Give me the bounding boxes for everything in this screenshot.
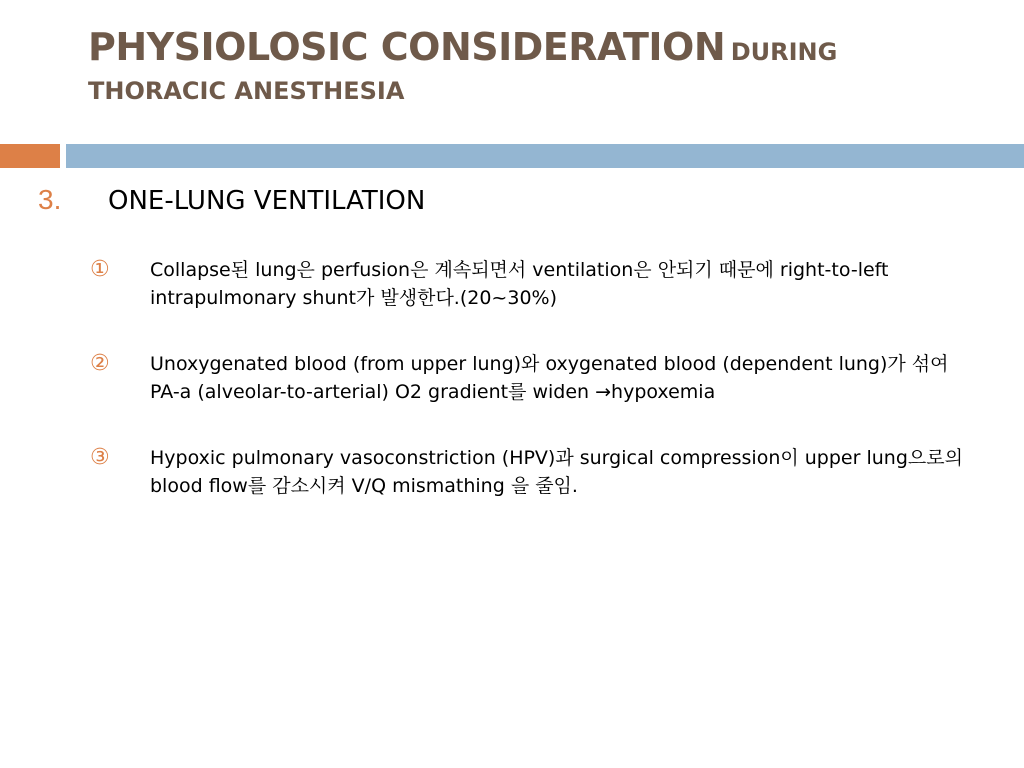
title-line2: THORACIC ANESTHESIA [88,76,405,105]
item-text: Unoxygenated blood (from upper lung)와 oxygenated blood (dependent lung)가 섞여 PA-a (alveolar-to-arterial) O2 gradient를 widen →hypoxemia [150,353,949,403]
title-main: PHYSIOLOSIC CONSIDERATION [88,25,726,69]
list-item [90,350,970,406]
bullet-list [90,256,970,538]
accent-bar-orange [0,144,60,168]
section-number: 3. [38,184,62,215]
item-marker: ③ [90,445,110,470]
title-main-suffix: DURING [730,38,838,66]
item-marker: ① [90,257,110,282]
item-text: Collapse된 lung은 perfusion은 계속되면서 ventilation은 안되기 때문에 right-to-left intrapulmonary shunt가 발생한다.(20~30%) [150,259,889,309]
section-title: ONE-LUNG VENTILATION [108,186,426,216]
slide-title [88,24,988,106]
item-text: Hypoxic pulmonary vasoconstriction (HPV)과 surgical compression이 upper lung으로의 blood flow를 감소시켜 V/Q mismathing 을 줄임. [150,447,963,497]
accent-bar-blue [66,144,1024,168]
list-item [90,256,970,312]
section-heading [38,184,998,216]
list-item [90,444,970,500]
item-marker: ② [90,351,110,376]
